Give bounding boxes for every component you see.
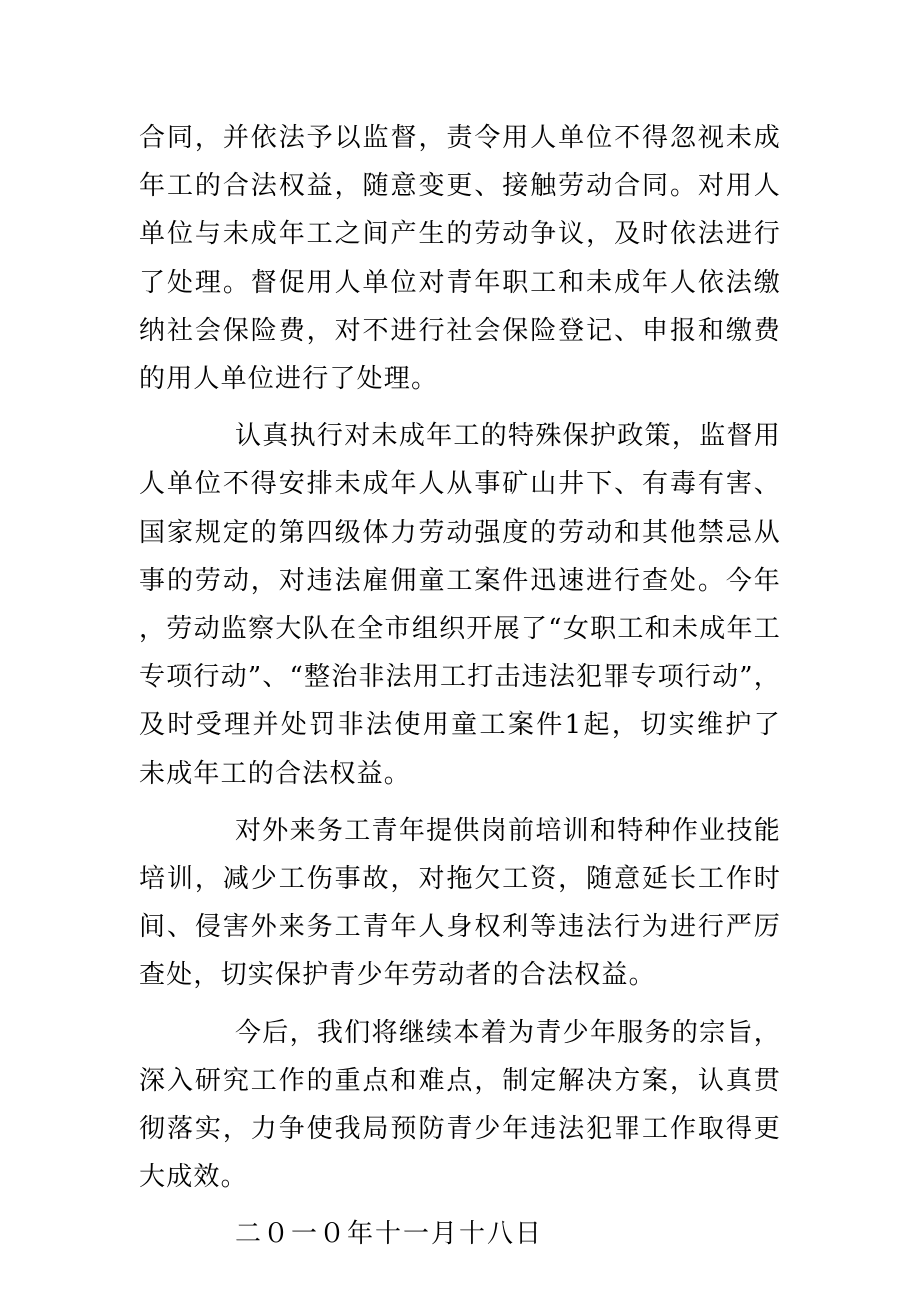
document-body (139, 114, 781, 1259)
paragraph-minor-protection: 认真执行对未成年工的特殊保护政策，监督用人单位不得安排未成年人从事矿山井下、有毒有害、国家规定的第四级体力劳动强度的劳动和其他禁忌从事的劳动，对违法雇佣童工案件迅速进行查处。今年，劳动监察大队在全市组织开展了“女职工和未成年工专项行动”、“整治非法用工打击违法犯罪专项行动”，及时受理并处罚非法使用童工案件1起，切实维护了未成年工的合法权益。 (139, 421, 781, 789)
paragraph-continuation: 合同，并依法予以监督，责令用人单位不得忽视未成年工的合法权益，随意变更、接触劳动合同。对用人单位与未成年工之间产生的劳动争议，及时依法进行了处理。督促用人单位对青年职工和未成年人依法缴纳社会保险费，对不进行社会保险登记、申报和缴费的用人单位进行了处理。 (139, 123, 781, 395)
document-date: 二０一０年十一月十八日 (235, 1219, 544, 1250)
paragraph-migrant-training: 对外来务工青年提供岗前培训和特种作业技能培训，减少工伤事故，对拖欠工资，随意延长工作时间、侵害外来务工青年人身权利等违法行为进行严厉查处，切实保护青少年劳动者的合法权益。 (139, 815, 781, 991)
paragraph-future-plan: 今后，我们将继续本着为青少年服务的宗旨，深入研究工作的重点和难点，制定解决方案，认真贯彻落实，力争使我局预防青少年违法犯罪工作取得更大成效。 (139, 1017, 781, 1193)
